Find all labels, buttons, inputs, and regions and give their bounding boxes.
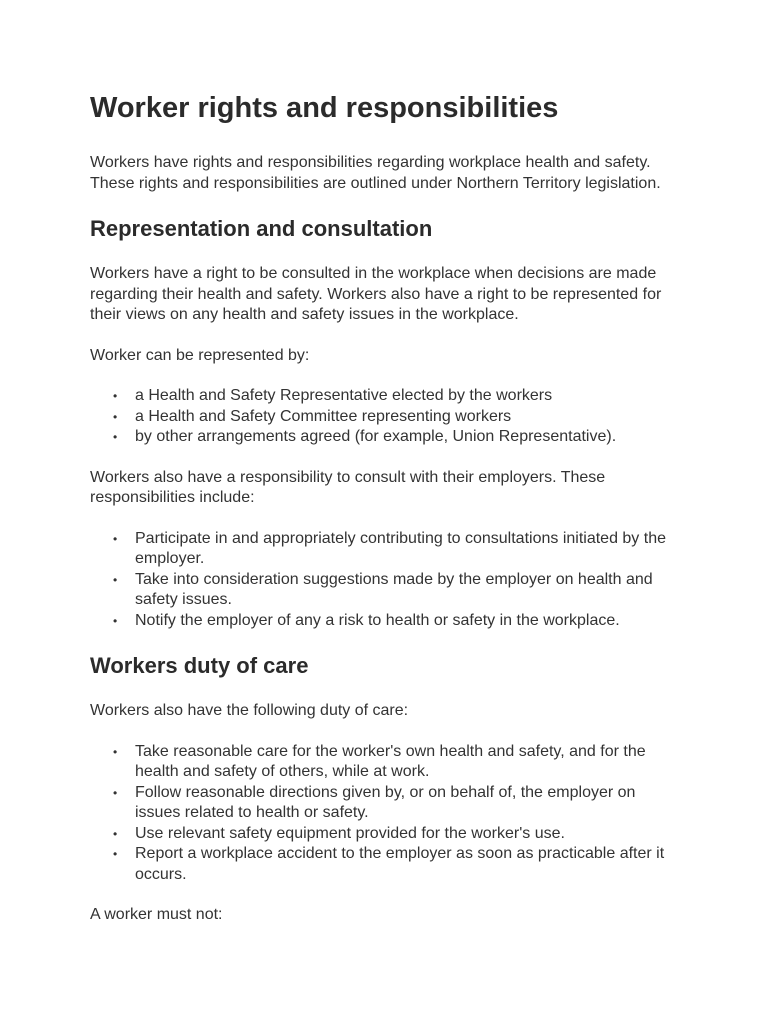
representation-paragraph-1: Workers have a right to be consulted in the workplace when decisions are made regarding their health and safety. Workers also have a right to be represented for their views on any health and safety issues in the workplace.: [90, 265, 662, 323]
represented-by-list: [90, 386, 678, 448]
list-item-text: Use relevant safety equipment provided for the worker's use.: [135, 824, 565, 842]
list-item-text: Follow reasonable directions given by, or on behalf of, the employer on issues related to health or safety.: [135, 783, 636, 821]
list-item: [113, 427, 678, 448]
bullet-icon: •: [113, 531, 118, 546]
list-item: [113, 742, 678, 783]
duty-of-care-list: [90, 742, 678, 886]
consult-responsibilities-list: [90, 529, 678, 632]
list-item-text: Notify the employer of any a risk to health or safety in the workplace.: [135, 611, 620, 629]
list-item: [113, 844, 678, 885]
list-item-text: Take reasonable care for the worker's own health and safety, and for the health and safety of others, while at work.: [135, 742, 646, 780]
page-title: Worker rights and responsibilities: [90, 92, 559, 124]
bullet-icon: •: [113, 409, 118, 424]
bullet-icon: •: [113, 389, 118, 403]
bullet-icon: •: [113, 847, 118, 861]
bullet-icon: •: [113, 613, 118, 628]
representation-heading: Representation and consultation: [90, 216, 433, 241]
list-item: [113, 783, 678, 824]
list-item-text: Take into consideration suggestions made by the employer on health and safety issues.: [135, 570, 653, 608]
list-item: [113, 386, 678, 407]
representation-paragraph-2: Worker can be represented by:: [90, 346, 310, 364]
bullet-icon: •: [113, 785, 118, 800]
list-item-text: Report a workplace accident to the employer as soon as practicable after it occurs.: [135, 845, 665, 883]
list-item-text: by other arrangements agreed (for example, Union Representative).: [135, 428, 617, 445]
list-item: [113, 407, 678, 428]
intro-paragraph: Workers have rights and responsibilities regarding workplace health and safety. These rights and responsibilities are outlined under Northern Territory legislation.: [90, 154, 661, 192]
worker-must-not-paragraph: A worker must not:: [90, 906, 223, 923]
list-item-text: a Health and Safety Representative elected by the workers: [135, 387, 553, 404]
bullet-icon: •: [113, 826, 118, 841]
duty-of-care-paragraph: Workers also have the following duty of care:: [90, 702, 409, 719]
list-item: [113, 824, 678, 845]
bullet-icon: •: [113, 572, 118, 587]
duty-of-care-section: [90, 651, 678, 926]
duty-of-care-heading: Workers duty of care: [90, 653, 309, 678]
representation-section: [90, 214, 678, 631]
list-item-text: Participate in and appropriately contributing to consultations initiated by the employer.: [135, 529, 666, 567]
list-item: [113, 570, 678, 611]
list-item: [113, 529, 678, 570]
list-item-text: a Health and Safety Committee representing workers: [135, 407, 512, 425]
bullet-icon: •: [113, 430, 118, 444]
bullet-icon: •: [113, 744, 118, 759]
list-item: [113, 611, 678, 632]
representation-paragraph-3: Workers also have a responsibility to consult with their employers. These responsibilities include:: [90, 468, 606, 506]
